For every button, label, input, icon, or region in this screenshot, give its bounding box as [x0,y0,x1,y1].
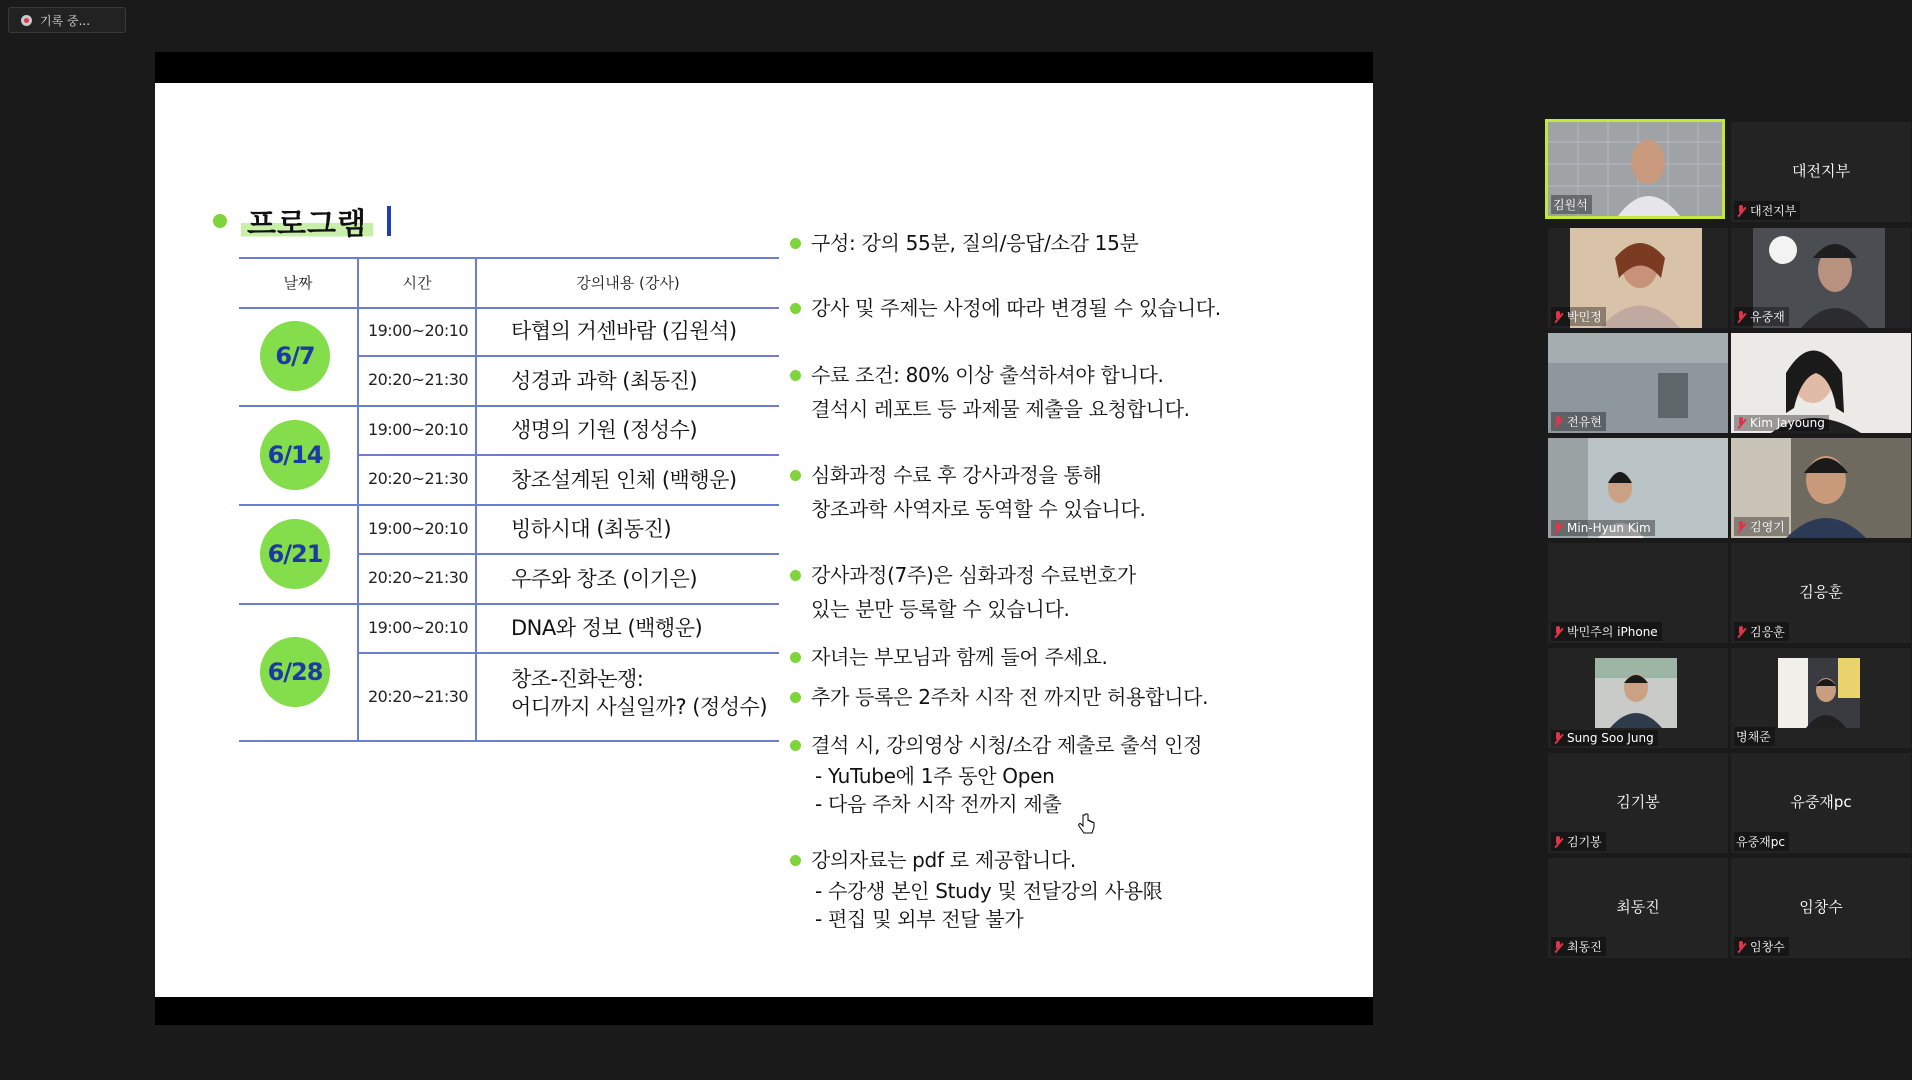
lecture-cell: 생명의 기원 (정성수) [511,418,698,442]
note-line: 있는 분만 등록할 수 있습니다. [811,597,1070,621]
mic-muted-icon [1553,836,1563,848]
shared-screen[interactable] [155,52,1373,1025]
bullet-icon [790,740,801,751]
participant-center-name: 유중재pc [1790,793,1852,811]
lecture-cell [511,665,801,721]
note-line: 자녀는 부모님과 함께 들어 주세요. [811,645,1108,669]
header-lecture: 강의내용 (강사) [576,273,680,292]
note-line: - YuTube에 1주 동안 Open [815,764,1055,788]
participant-name-label: Sung Soo Jung [1551,730,1658,746]
participant-tile[interactable] [1548,753,1728,853]
recording-indicator[interactable] [8,7,126,33]
participant-tile[interactable] [1731,228,1911,328]
note-line: 수료 조건: 80% 이상 출석하셔야 합니다. [811,363,1164,387]
participant-name-label: Kim Jayoung [1734,415,1829,431]
bullet-icon [213,214,227,228]
mic-muted-icon [1736,205,1746,217]
lecture-line: 창조-진화논쟁: [511,667,644,691]
participant-name-label: 전유현 [1551,412,1606,431]
note-item [811,680,1208,714]
participant-tile[interactable] [1548,228,1728,328]
slide-title-text: 프로그램 [241,199,373,243]
lecture-cell: 창조설계된 인체 (백행운) [511,468,737,492]
time-cell: 19:00~20:10 [367,420,469,439]
mic-muted-icon [1736,521,1746,533]
participant-tile[interactable] [1731,543,1911,643]
time-cell: 19:00~20:10 [367,321,469,340]
note-line: - 다음 주차 시작 전까지 제출 [815,792,1062,816]
table-border [239,603,779,605]
date-badge: 6/7 [260,321,330,391]
participant-tile[interactable] [1548,333,1728,433]
participant-tile[interactable] [1731,753,1911,853]
participant-name-label: 임창수 [1734,937,1789,956]
lecture-cell: 우주와 창조 (이기은) [511,567,698,591]
time-cell: 19:00~20:10 [367,519,469,538]
mic-muted-icon [1553,416,1563,428]
record-icon [21,15,32,26]
note-item [811,226,1139,260]
bullet-icon [790,570,801,581]
participant-name-label: 김영기 [1734,517,1789,536]
header-date: 날짜 [283,273,313,292]
mic-muted-icon [1736,626,1746,638]
mic-muted-icon [1736,941,1746,953]
header-time: 시간 [402,273,432,292]
time-cell: 20:20~21:30 [367,370,469,389]
lecture-cell: DNA와 정보 (백행운) [511,616,703,640]
table-border [359,454,779,456]
time-cell: 20:20~21:30 [367,687,469,706]
table-border [239,740,779,742]
mic-muted-icon [1736,417,1746,429]
time-cell: 20:20~21:30 [367,469,469,488]
mic-muted-icon [1736,311,1746,323]
table-border [239,504,779,506]
date-badge: 6/21 [260,519,330,589]
participant-tile[interactable] [1731,333,1911,433]
participant-tile[interactable] [1548,858,1728,958]
lecture-cell: 성경과 과학 (최동진) [511,369,698,393]
table-border [359,652,779,654]
lecture-cell: 빙하시대 (최동진) [511,517,672,541]
participant-center-name: 임창수 [1799,898,1843,916]
note-line: 추가 등록은 2주차 시작 전 까지만 허용합니다. [811,685,1209,709]
note-item [811,358,1190,426]
participant-center-name: 김기봉 [1616,793,1660,811]
bullet-icon [790,470,801,481]
participant-tile[interactable] [1548,543,1728,643]
mic-muted-icon [1553,522,1563,534]
time-cell: 20:20~21:30 [367,568,469,587]
date-badge: 6/14 [260,420,330,490]
participant-name-label: 박민주의 iPhone [1551,622,1662,641]
table-border [359,553,779,555]
table-border [239,405,779,407]
mic-muted-icon [1553,311,1563,323]
participant-tile[interactable] [1731,122,1911,222]
table-border [359,355,779,357]
participant-center-name: 대전지부 [1792,162,1850,180]
presentation-slide [155,83,1373,997]
participant-name-label: 최동진 [1551,937,1606,956]
participant-name-label: 김원석 [1551,195,1592,214]
note-line: 창조과학 사역자로 동역할 수 있습니다. [811,497,1146,521]
participant-tile[interactable] [1545,119,1725,219]
participant-tile[interactable] [1731,858,1911,958]
table-border [239,307,779,309]
participant-center-name: 최동진 [1616,898,1660,916]
mic-muted-icon [1553,626,1563,638]
note-line: 구성: 강의 55분, 질의/응답/소감 15분 [811,231,1139,255]
participant-tile[interactable] [1548,648,1728,748]
title-bar [387,206,391,236]
recording-label: 기록 중... [40,13,91,28]
note-line: 심화과정 수료 후 강사과정을 통해 [811,463,1102,487]
participant-name-label: 김응훈 [1734,622,1789,641]
participant-tile[interactable] [1548,438,1728,538]
note-item [811,458,1146,526]
bullet-icon [790,855,801,866]
participant-video [1595,658,1677,728]
mic-muted-icon [1553,941,1563,953]
note-line: 결석 시, 강의영상 시청/소감 제출로 출석 인정 [811,733,1203,757]
participant-name-label: 박민정 [1551,307,1606,326]
slide-title [213,199,391,243]
participant-tile[interactable] [1731,648,1911,748]
note-item [811,843,1162,933]
note-item [811,640,1108,674]
mic-muted-icon [1553,732,1563,744]
bullet-icon [790,303,801,314]
lecture-cell: 타협의 거센바람 (김원석) [511,319,737,343]
participant-name-label: 김기봉 [1551,832,1606,851]
bullet-icon [790,370,801,381]
note-line: 강사과정(7주)은 심화과정 수료번호가 [811,563,1136,587]
note-line: 강의자료는 pdf 로 제공합니다. [811,848,1076,872]
participant-video [1778,658,1860,728]
participant-center-name: 김응훈 [1799,583,1843,601]
note-item [811,728,1202,818]
participant-name-label: Min-Hyun Kim [1551,520,1655,536]
participant-name-label: 명채준 [1734,727,1775,746]
participant-tile[interactable] [1731,438,1911,538]
participant-name-label: 유중재pc [1734,832,1789,851]
note-item [811,291,1221,325]
bullet-icon [790,238,801,249]
note-line: 강사 및 주제는 사정에 따라 변경될 수 있습니다. [811,296,1221,320]
note-line: 결석시 레포트 등 과제물 제출을 요청합니다. [811,397,1190,421]
note-item [811,558,1136,626]
participant-name-label: 유중재 [1734,307,1789,326]
hand-cursor-icon [1077,813,1095,837]
note-line: - 편집 및 외부 전달 불가 [815,907,1024,931]
lecture-line: 어디까지 사실일까? (정성수) [511,695,768,719]
bullet-icon [790,692,801,703]
participant-name-label: 대전지부 [1734,201,1800,220]
note-line: - 수강생 본인 Study 및 전달강의 사용限 [815,879,1163,903]
date-badge: 6/28 [260,637,330,707]
time-cell: 19:00~20:10 [367,618,469,637]
bullet-icon [790,652,801,663]
